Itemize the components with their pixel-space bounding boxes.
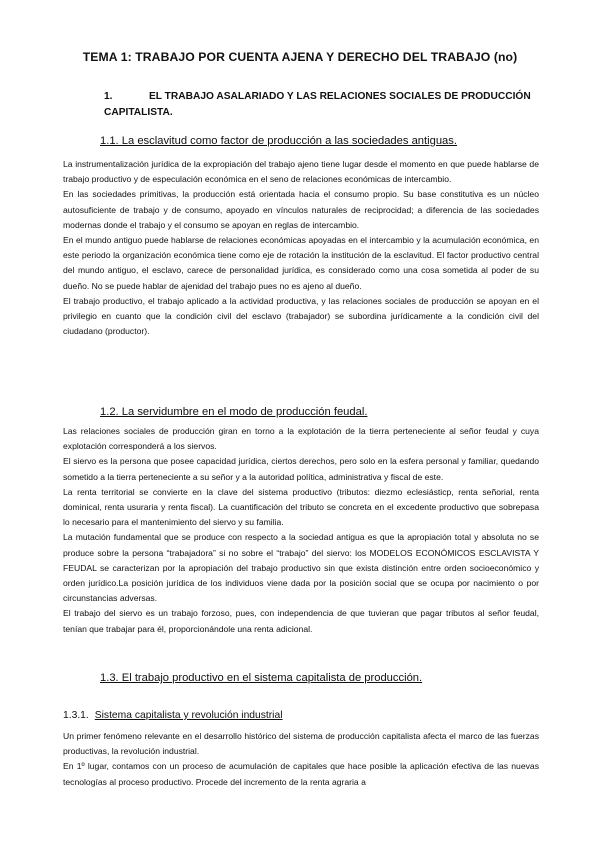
section-title: EL TRABAJO ASALARIADO Y LAS RELACIONES SOCIALES DE PRODUCCIÓN CAPITALISTA. <box>104 91 531 118</box>
subsection-body-1-1 <box>63 157 539 339</box>
paragraph: El trabajo del siervo es un trabajo forzoso, pues, con independencia de que tuvieran que pagar tributos al señor feudal, tenían que trabajar para él, proporcionándole una renta adicional. <box>63 608 539 634</box>
paragraph: La instrumentalización jurídica de la expropiación del trabajo ajeno tiene lugar desde el momento en que puede hablarse de trabajo productivo y de especulación económica en el seno de relaciones económicas de intercambio. <box>63 159 539 185</box>
paragraph: Las relaciones sociales de producción giran en torno a la explotación de la tierra perteneciente al señor feudal y cuya explotación corresponderá a los siervos. <box>63 426 539 452</box>
section-number: 1. <box>104 91 113 102</box>
subsubsection-title: Sistema capitalista y revolución industrial <box>94 710 283 721</box>
subsubsection-number: 1.3.1. <box>63 710 89 721</box>
paragraph: En 1º lugar, contamos con un proceso de acumulación de capitales que hace posible la aplicación efectiva de las nuevas tecnologías al proceso productivo. Procede del incremento de la renta agraria a <box>63 761 539 787</box>
paragraph: En el mundo antiguo puede hablarse de relaciones económicas apoyadas en el intercambio y la acumulación económica, en este periodo la organización económica tiene como eje de rotación la institución de la esclavitud. El factor productivo central del mundo antiguo, el esclavo, carece de personalidad jurídica, es considerado como una cosa sometida al poder de su dueño. No se puede hablar de ajenidad del trabajo pues no es ajeno al dueño. <box>63 235 539 291</box>
paragraph: El trabajo productivo, el trabajo aplicado a la actividad productiva, y las relaciones sociales de producción se apoyan en el privilegio en cuanto que la condición civil del esclavo (trabajador) se subordina jurídicamente a la condición civil del ciudadano (productor). <box>63 295 539 337</box>
subsubsection-heading-1-3-1 <box>63 710 282 721</box>
paragraph: Un primer fenómeno relevante en el desarrollo histórico del sistema de producción capitalista afecta el marco de las fuerzas productivas, la revolución industrial. <box>63 731 539 757</box>
paragraph: El siervo es la persona que posee capacidad jurídica, ciertos derechos, pero solo en la esfera personal y familiar, quedando sometido a la tierra perteneciente a su señor y a la autoridad política, administrativa y fiscal de este. <box>63 456 539 482</box>
subsection-title-1-2: 1.2. La servidumbre en el modo de producción feudal. <box>100 406 368 418</box>
document-title: TEMA 1: TRABAJO POR CUENTA AJENA Y DERECHO DEL TRABAJO (no) <box>82 50 518 64</box>
paragraph: La renta territorial se convierte en la clave del sistema productivo (tributos: diezmo eclesiásticp, renta señorial, renta dominical, renta usuraria y renta fiscal). La cuantificación del tributo se concreta en el excedente productivo que sobrepasa lo necesario para el mantenimiento del siervo y su familia. <box>63 486 539 528</box>
subsection-body-1-2 <box>63 424 539 637</box>
paragraph: La mutación fundamental que se produce con respecto a la sociedad antigua es que la apropiación total y absoluta no se produce sobre la persona “trabajadora” si no sobre el “trabajo” del siervo: los MODELOS ECONÓMICOS ESCLAVISTA Y FEUDAL se caracterizan por la apropiación del trabajo productivo sin que exista distinción entre orden socioeconómico y orden jurídico.La posición jurídica de los individuos viene dada por la posición social que se ocupa por nacimiento o por circunstancias adversas. <box>63 532 539 604</box>
paragraph: En las sociedades primitivas, la producción está orientada hacia el consumo propio. Su base constitutiva es un núcleo autosuficiente de trabajo y de consumo, apoyado en vínculos naturales de reciprocidad; a diferencia de las sociedades modernas donde el trabajo y el consumo se apoyan en reglas de intercambio. <box>63 189 539 230</box>
subsection-title-1-1: 1.1. La esclavitud como factor de producción a las sociedades antiguas. <box>100 135 457 147</box>
section-heading <box>104 89 544 121</box>
subsection-title-1-3: 1.3. El trabajo productivo en el sistema capitalista de producción. <box>100 672 423 684</box>
subsection-body-1-3-1 <box>63 729 539 790</box>
